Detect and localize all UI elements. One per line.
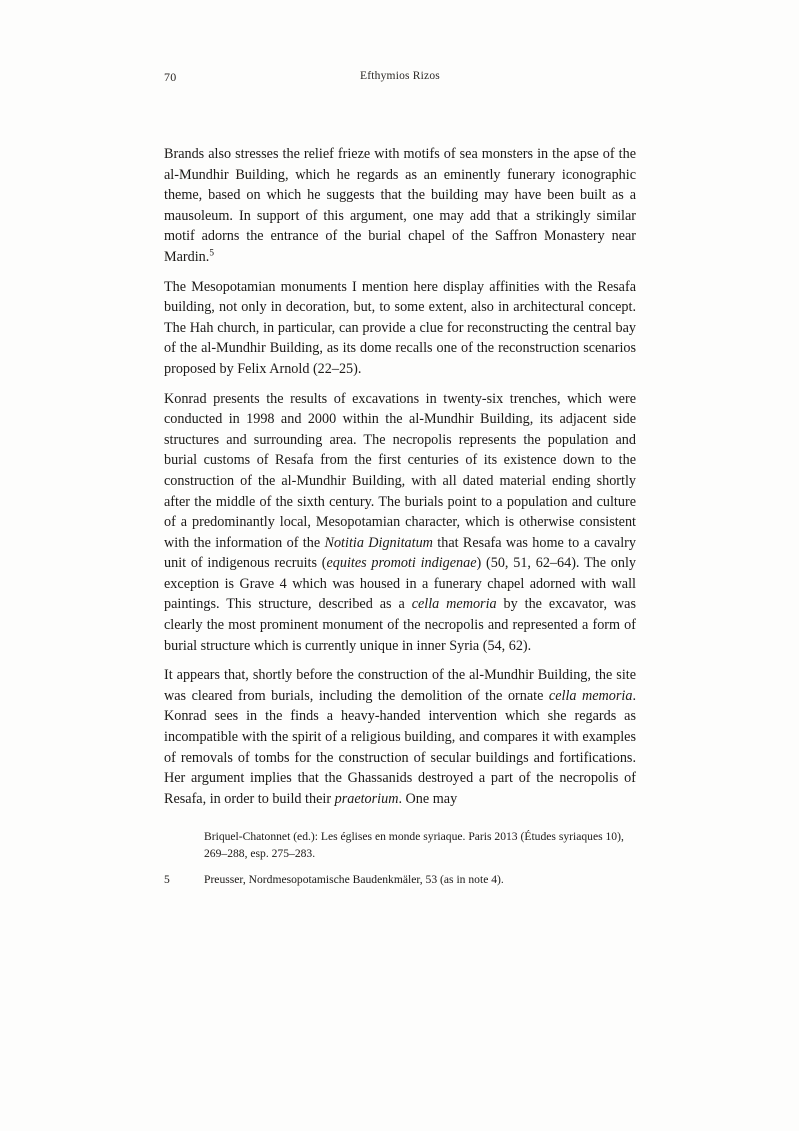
paragraph-3	[164, 389, 636, 657]
latin-term-praetorium: praetorium	[334, 790, 399, 807]
paragraph-2	[164, 277, 636, 380]
running-head-title: Efthymios Rizos	[360, 70, 440, 82]
latin-term-cella-memoria-1: cella memoria	[411, 596, 497, 613]
paragraph-4-segment-1: It appears that, shortly before the construction of the al-Mundhir Building, the site was cleared from burials, including the demolition of the ornate	[164, 667, 636, 704]
footnote-entry-5-number: 5	[164, 873, 170, 887]
paragraph-3-segment-4: by the excavator, was clearly the most prominent monument of the necropolis and represented a form of burial structure which is currently unique in inner Syria (54, 62).	[164, 596, 636, 654]
footnote-entry-5-text: Preusser, Nordmesopotamische Baudenkmäler, 53 (as in note 4).	[204, 873, 504, 887]
paragraph-3-segment-3: ) (50, 51, 62–64). The only exception is Grave 4 which was housed in a funerary chapel adorned with wall paintings. This structure, described as a	[164, 555, 637, 613]
paragraph-1-text: Brands also stresses the relief frieze with motifs of sea monsters in the apse of the al-Mundhir Building, which he regards as an eminently funerary iconographic theme, based on which he suggests that the building may have been built as a mausoleum. In support of this argument, one may add that a strikingly similar motif adorns the entrance of the burial chapel of the Saffron Monastery near Mardin.	[164, 146, 636, 265]
footnote-continuation-text: Briquel-Chatonnet (ed.): Les églises en monde syriaque. Paris 2013 (Études syriaques 10), 269–288, esp. 275–283.	[204, 830, 624, 861]
latin-term-equites-promoti-indigenae: equites promoti indigenae	[326, 555, 477, 572]
page-number: 70	[164, 70, 177, 84]
paragraph-3-segment-1: Konrad presents the results of excavations in twenty-six trenches, which were conducted in 1998 and 2000 within the al-Mundhir Building, its adjacent side structures and surrounding area. The necropolis represents the population and burial customs of Resafa from the first centuries of its existence down to the construction of the al-Mundhir Building, with all dated material ending shortly after the middle of the sixth century. The burials point to a population and culture of a predominantly local, Mesopotamian character, which is otherwise consistent with the information of the	[164, 390, 636, 551]
footnote-area	[164, 828, 642, 889]
paragraph-2-text: The Mesopotamian monuments I mention here display affinities with the Resafa building, not only in decoration, but, to some extent, also in architectural concept. The Hah church, in particular, can provide a clue for reconstructing the central bay of the al-Mundhir Building, as its dome recalls one of the reconstruction scenarios proposed by Felix Arnold (22–25).	[164, 278, 636, 377]
latin-term-notitia-dignitatum: Notitia Dignitatum	[324, 534, 433, 551]
paragraph-4-segment-3: . One may	[398, 790, 458, 807]
paragraph-4	[164, 665, 636, 809]
paragraph-1	[164, 144, 636, 268]
latin-term-cella-memoria-2: cella memoria	[548, 687, 633, 704]
running-head	[164, 70, 636, 86]
footnote-continuation	[164, 828, 642, 862]
paragraph-3-segment-2: that Resafa was home to a cavalry unit of indigenous recruits (	[164, 534, 636, 572]
footnote-marker-5[interactable]: 5	[209, 248, 214, 259]
paragraph-4-segment-2: . Konrad sees in the finds a heavy-handed intervention which she regards as incompatible with the spirit of a religious building, and compares it with examples of removals of tombs for the construction of secular buildings and fortifications. Her argument implies that the Ghassanids destroyed a part of the necropolis of Resafa, in order to build their	[164, 687, 636, 807]
body-text-block	[164, 144, 636, 809]
footnote-entry-5	[164, 871, 642, 888]
